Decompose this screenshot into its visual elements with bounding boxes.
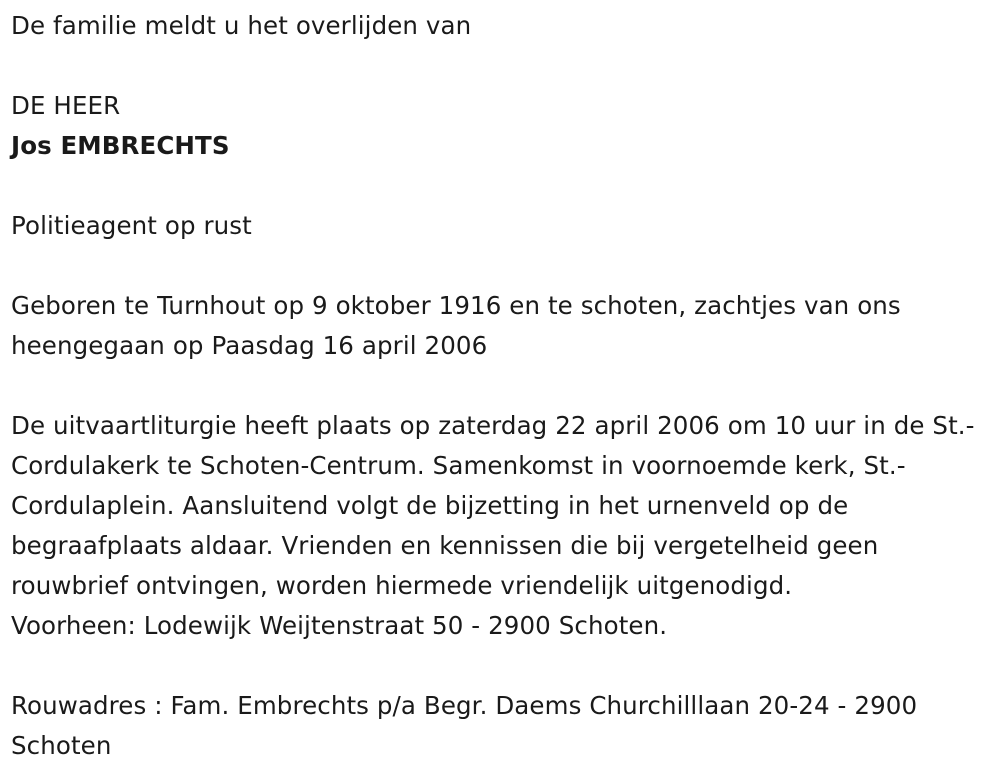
occupation: Politieagent op rust (11, 211, 252, 240)
honorific: DE HEER (11, 91, 121, 120)
deceased-name: Jos EMBRECHTS (11, 131, 230, 160)
former-address: Voorheen: Lodewijk Weijtenstraat 50 - 2900 Schoten. (11, 611, 668, 640)
birth-death-paragraph: Geboren te Turnhout op 9 oktober 1916 en te schoten, zachtjes van ons heengegaan op Paasdag 16 april 2006 (11, 291, 901, 360)
spacer (11, 166, 991, 206)
intro-text: De familie meldt u het overlijden van (11, 11, 472, 40)
death-notice (11, 6, 991, 766)
spacer (11, 46, 991, 86)
funeral-paragraph: De uitvaartliturgie heeft plaats op zaterdag 22 april 2006 om 10 uur in de St.-Cordulakerk te Schoten-Centrum. Samenkomst in voornoemde kerk, St.-Cordulaplein. Aansluitend volgt de bijzetting in het urnenveld op de begraafplaats aldaar. Vrienden en kennissen die bij vergetelheid geen rouwbrief ontvingen, worden hiermede vriendelijk uitgenodigd. (11, 411, 975, 600)
spacer (11, 646, 991, 686)
mourning-address: Rouwadres : Fam. Embrechts p/a Begr. Daems Churchilllaan 20-24 - 2900 Schoten (11, 691, 918, 760)
spacer (11, 366, 991, 406)
spacer (11, 246, 991, 286)
